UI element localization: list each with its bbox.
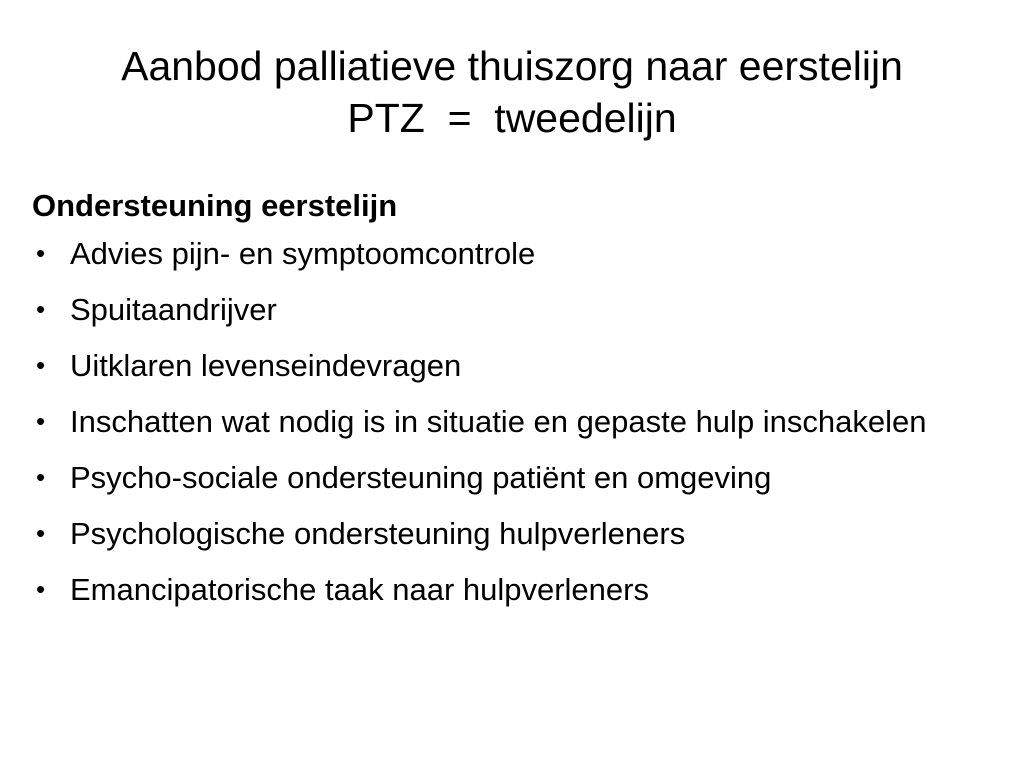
bullet-icon: •: [36, 350, 46, 380]
section-heading: Ondersteuning eerstelijn: [32, 188, 398, 223]
list-item-text: Psychologische ondersteuning hulpverleners: [70, 516, 686, 551]
list-item-text: Spuitaandrijver: [70, 292, 277, 327]
slide-content: [32, 185, 992, 623]
bullet-icon: •: [36, 462, 46, 492]
list-item-text: Inschatten wat nodig is in situatie en gepaste hulp inschakelen: [70, 404, 927, 439]
bullet-list: [32, 231, 992, 612]
list-item-text: Emancipatorische taak naar hulpverleners: [70, 572, 649, 607]
list-item: [32, 231, 992, 276]
title-line-2: PTZ = tweedelijn: [347, 95, 677, 141]
list-item: [32, 455, 992, 500]
bullet-icon: •: [36, 406, 46, 436]
slide-title: [20, 40, 1004, 144]
bullet-icon: •: [36, 574, 46, 604]
list-item-text: Psycho-sociale ondersteuning patiënt en omgeving: [70, 460, 772, 495]
bullet-icon: •: [36, 294, 46, 324]
list-item-text: Uitklaren levenseindevragen: [70, 348, 462, 383]
bullet-icon: •: [36, 238, 46, 268]
bullet-icon: •: [36, 518, 46, 548]
list-item: [32, 287, 992, 332]
list-item-text: Advies pijn- en symptoomcontrole: [70, 236, 536, 271]
title-line-1: Aanbod palliatieve thuiszorg naar eerstelijn: [121, 43, 903, 89]
list-item: [32, 343, 992, 388]
list-item: [32, 567, 992, 612]
list-item: [32, 511, 992, 556]
list-item: [32, 399, 992, 444]
